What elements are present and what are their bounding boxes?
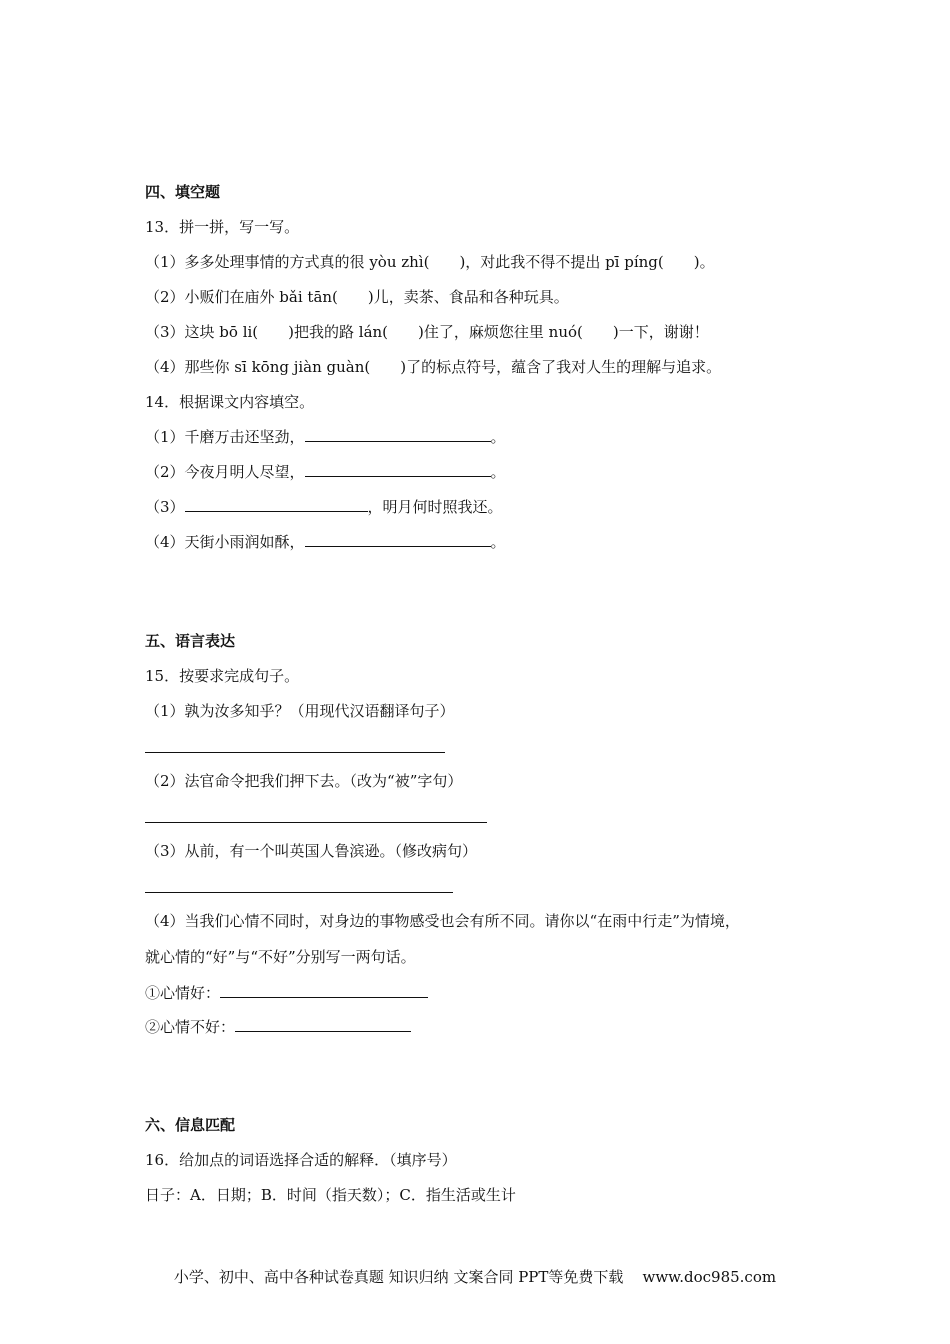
question-15-item-4-line-1: （4）当我们心情不同时，对身边的事物感受也会有所不同。请你以“在雨中行走”为情境， xyxy=(145,912,740,930)
footer-text: 小学、初中、高中各种试卷真题 知识归纳 文案合同 PPT等免费下载 xyxy=(173,1268,624,1286)
question-15-item-2: （2）法官命令把我们押下去。（改为“被”字句） xyxy=(145,772,463,790)
mood-good-row xyxy=(145,982,428,1004)
answer-line[interactable] xyxy=(145,892,453,893)
question-14-item-1-suffix: 。 xyxy=(490,428,506,446)
answer-blank[interactable] xyxy=(235,1016,411,1032)
question-14-item-2 xyxy=(145,461,506,483)
page-footer xyxy=(0,1266,950,1287)
question-15-item-3: （3）从前，有一个叫英国人鲁滨逊。（修改病句） xyxy=(145,842,478,860)
answer-blank[interactable] xyxy=(305,461,491,477)
question-14-item-3-prefix: （3） xyxy=(145,498,185,516)
question-14-item-4-prefix: （4）天街小雨润如酥， xyxy=(145,533,305,551)
question-14-item-2-prefix: （2）今夜月明人尽望， xyxy=(145,463,305,481)
question-14-item-2-suffix: 。 xyxy=(490,463,506,481)
question-15-item-4-line-2: 就心情的“好”与“不好”分别写一两句话。 xyxy=(145,948,416,966)
mood-bad-label: ②心情不好： xyxy=(145,1018,236,1036)
answer-blank[interactable] xyxy=(220,982,428,998)
question-13-item-3: （3）这块 bō li( )把我的路 lán( )住了，麻烦您往里 nuó( )一下，谢谢！ xyxy=(145,323,709,341)
question-13-item-4: （4）那些你 sī kōng jiàn guàn( )了的标点符号，蕴含了我对人生的理解与追求。 xyxy=(145,358,722,376)
mood-good-label: ①心情好： xyxy=(145,984,221,1002)
question-13-item-1: （1）多多处理事情的方式真的很 yòu zhì( )，对此我不得不提出 pī píng( )。 xyxy=(145,253,715,271)
answer-blank[interactable] xyxy=(185,496,368,512)
question-14-stem: 14．根据课文内容填空。 xyxy=(145,393,315,411)
section-4-heading: 四、填空题 xyxy=(145,183,221,201)
question-14-item-1 xyxy=(145,426,506,448)
question-14-item-4-suffix: 。 xyxy=(490,533,506,551)
answer-blank[interactable] xyxy=(305,426,491,442)
question-13-item-2: （2）小贩们在庙外 bǎi tān( )儿，卖茶、食品和各种玩具。 xyxy=(145,288,569,306)
question-15-stem: 15．按要求完成句子。 xyxy=(145,667,300,685)
section-5-heading: 五、语言表达 xyxy=(145,632,236,650)
question-16-stem: 16．给加点的词语选择合适的解释．（填序号） xyxy=(145,1151,457,1169)
answer-line[interactable] xyxy=(145,822,487,823)
question-14-item-3-suffix: ，明月何时照我还。 xyxy=(367,498,503,516)
footer-url[interactable]: www.doc985.com xyxy=(642,1268,777,1286)
question-14-item-3 xyxy=(145,496,503,518)
question-15-item-1: （1）孰为汝多知乎？（用现代汉语翻译句子） xyxy=(145,702,455,720)
question-14-item-4 xyxy=(145,531,506,553)
question-16-options: 日子：A．日期；B．时间（指天数）；C．指生活或生计 xyxy=(145,1186,516,1204)
mood-bad-row xyxy=(145,1016,411,1038)
question-14-item-1-prefix: （1）千磨万击还坚劲， xyxy=(145,428,305,446)
question-13-stem: 13．拼一拼，写一写。 xyxy=(145,218,300,236)
answer-blank[interactable] xyxy=(305,531,491,547)
answer-line[interactable] xyxy=(145,752,445,753)
section-6-heading: 六、信息匹配 xyxy=(145,1116,236,1134)
